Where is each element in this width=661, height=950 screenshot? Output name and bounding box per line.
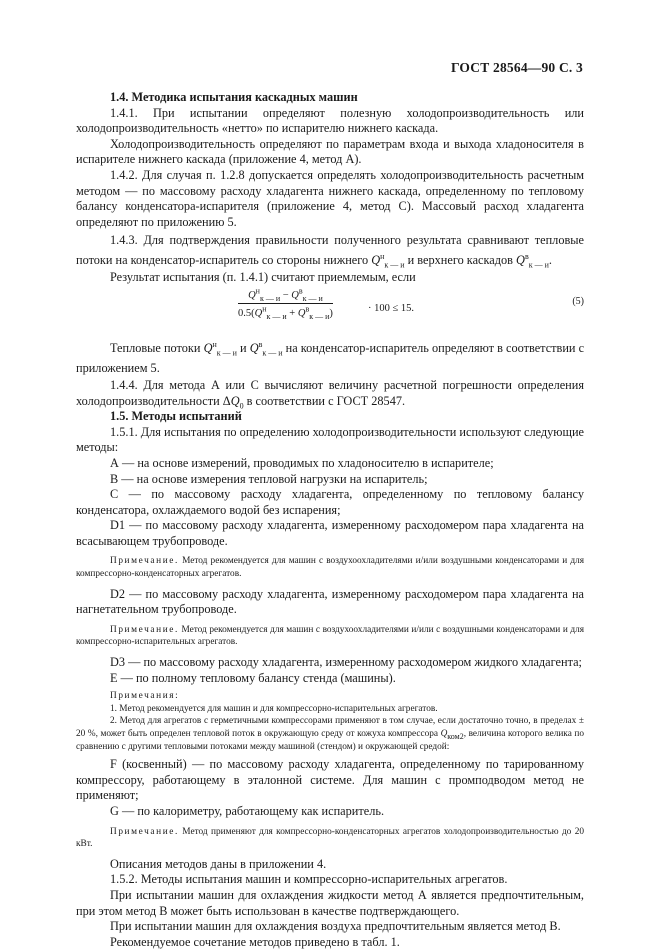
method-b: В — на основе измерения тепловой нагрузки на испаритель; bbox=[110, 471, 428, 486]
sub: к — и bbox=[216, 348, 237, 358]
sup: н bbox=[262, 304, 267, 314]
note-label: Примечание. bbox=[110, 624, 179, 635]
text: Тепловые потоки bbox=[110, 340, 201, 355]
sub: к — и bbox=[528, 260, 549, 270]
method-a: А — на основе измерений, проводимых по хладоносителю в испарителе; bbox=[110, 455, 494, 470]
q-symbol: Q bbox=[203, 340, 213, 355]
text: и bbox=[240, 340, 247, 355]
page-header: ГОСТ 28564—90 С. 3 bbox=[450, 60, 583, 75]
method-g: G — по калориметру, работающему как испаритель. bbox=[110, 803, 385, 818]
paragraph-heat-flows bbox=[76, 338, 584, 378]
q-symbol: Q bbox=[230, 393, 240, 408]
paragraph-1-4-1: 1.4.1. При испытании определяют полезную холодопроизводительность или холодопроизводительность «нетто» по испарителю нижнего каскада. bbox=[76, 105, 584, 136]
sub: 0 bbox=[239, 400, 244, 410]
note-d2 bbox=[76, 624, 584, 649]
notes-label: Примечания: bbox=[110, 691, 180, 702]
note-1: 1. Метод рекомендуется для машин и для компрессорно-испарительных агрегатов. bbox=[110, 703, 438, 714]
paragraph-1-5-1: 1.5.1. Для испытания по определению холодопроизводительности используют следующие методы: bbox=[76, 424, 584, 455]
formula-number: (5) bbox=[572, 295, 584, 307]
text: 0.5( bbox=[238, 307, 255, 319]
method-f: F (косвенный) — по массовому расходу хладагента, определенному по тарированному компрессору, работающему в эталонной системе. Для машин с промподводом метод не применяют; bbox=[76, 757, 584, 803]
formula-5 bbox=[76, 286, 584, 332]
sup: в bbox=[298, 286, 303, 296]
sub: к — и bbox=[266, 312, 287, 322]
paragraph-1-4-1-cont: Холодопроизводительность определяют по параметрам входа и выхода хладоносителя в испарителе нижнего каскада (приложение 4, метод А). bbox=[76, 136, 584, 167]
note-label: Примечание. bbox=[110, 556, 179, 567]
q-symbol: Q bbox=[297, 307, 306, 319]
sup: в bbox=[305, 304, 310, 314]
text: . bbox=[548, 253, 552, 268]
sup: в bbox=[258, 339, 263, 349]
q-symbol: Q bbox=[440, 729, 448, 739]
method-e: Е — по полному тепловому балансу стенда (машины). bbox=[110, 670, 396, 685]
sub: к — и bbox=[302, 294, 323, 304]
note-text: Метод применяют для компрессорно-конденсаторных агрегатов холодопроизводительностью до 20 кВт. bbox=[76, 826, 584, 850]
paragraph-table-ref: Рекомендуемое сочетание методов приведено в табл. 1. bbox=[110, 934, 400, 949]
operator: + bbox=[286, 307, 298, 319]
q-symbol: Q bbox=[291, 289, 299, 301]
paragraph-descriptions: Описания методов даны в приложении 4. bbox=[110, 856, 327, 871]
text: 1.4.3. Для подтверждения правильности полученного результата сравнивают тепловые потоки на конденсатор-испаритель со стороны нижнего bbox=[76, 233, 584, 268]
formula-rest: · 100 ≤ 15. bbox=[368, 302, 415, 314]
method-c: С — по массовому расходу хладагента, определенному по тепловому балансу конденсатора, охлаждаемого водой без испарения; bbox=[76, 487, 584, 517]
section-heading-1-5: 1.5. Методы испытаний bbox=[110, 409, 242, 424]
paragraph-1-5-2: 1.5.2. Методы испытания машин и компрессорно-испарительных агрегатов. bbox=[110, 872, 508, 887]
paragraph-1-4-2: 1.4.2. Для случая п. 1.2.8 допускается определять холодопроизводительность расчетным методом — по массовому расходу хладагента нижнего каскада, определенному по тепловому балансу конденсатора-испарителя (приложение 4, метод С). Массовый расход хладагента определяют по приложению 5. bbox=[76, 167, 584, 229]
sub: к — и bbox=[262, 348, 283, 358]
method-d2: D2 — по массовому расходу хладагента, измеренному расходомером пара хладагента на нагнетательном трубопроводе. bbox=[76, 586, 584, 617]
q-symbol: Q bbox=[254, 307, 263, 319]
note-label: Примечание. bbox=[110, 826, 179, 837]
fraction bbox=[238, 286, 333, 322]
text: , величина которого велика по сравнению с другими тепловыми потоками между машиной (стендом) и окружающей средой: bbox=[76, 729, 585, 752]
q-symbol: Q bbox=[516, 253, 525, 268]
note-text: Метод рекомендуется для машин с воздухоохладителями и/или воздушными конденсаторами и для компрессорно-конденсаторных агрегатов. bbox=[76, 556, 584, 580]
note-g bbox=[76, 826, 584, 851]
fraction-numerator bbox=[238, 286, 333, 304]
fraction-denominator bbox=[238, 304, 333, 322]
q-symbol: Q bbox=[371, 253, 381, 268]
sup: н bbox=[380, 252, 385, 262]
page-content bbox=[76, 90, 584, 950]
method-d3: D3 — по массовому расходу хладагента, измеренному расходомером жидкого хладагента; bbox=[110, 655, 582, 670]
section-heading-1-4: 1.4. Методика испытания каскадных машин bbox=[110, 90, 358, 104]
paragraph-1-4-4 bbox=[76, 378, 584, 409]
text: на конденсатор-испаритель определяют в соответствии с приложением 5. bbox=[76, 340, 585, 375]
text: 1.4.4. Для метода А или С вычисляют величину расчетной погрешности определения холодопроизводительности Δ bbox=[76, 377, 584, 408]
method-d1: D1 — по массовому расходу хладагента, измеренному расходомером пара хладагента на всасывающем трубопроводе. bbox=[76, 518, 584, 548]
sup: н bbox=[255, 286, 260, 296]
text: в соответствии с ГОСТ 28547. bbox=[243, 393, 406, 408]
text: 2. Метод для агрегатов с герметичными компрессорами применяют в том случае, если достаточно точно, в пределах ± 20 %, может быть определен тепловой поток в окружающую среду от кожуха компрессора bbox=[76, 716, 584, 739]
paragraph-air-cooling: При испытании машин для охлаждения воздуха предпочтительным является метод В. bbox=[110, 919, 561, 934]
text: и верхнего каскадов bbox=[407, 253, 513, 268]
sub: ком2 bbox=[447, 731, 464, 741]
text: ) bbox=[329, 307, 333, 319]
paragraph-result: Результат испытания (п. 1.4.1) считают приемлемым, если bbox=[110, 270, 416, 285]
note-2 bbox=[76, 715, 584, 753]
sub: к — и bbox=[309, 312, 330, 322]
sup: н bbox=[212, 339, 217, 349]
note-d1 bbox=[76, 555, 584, 580]
paragraph-liquid-cooling: При испытании машин для охлаждения жидкости метод А является предпочтительным, при этом метод В может быть использован в качестве подтверждающего. bbox=[76, 887, 584, 918]
sub: к — и bbox=[384, 260, 405, 270]
operator: − bbox=[280, 289, 292, 301]
note-text: Метод рекомендуется для машин с воздухоохладителями и/или с воздушными конденсаторами и для компрессорно-испарительных агрегатов. bbox=[76, 624, 584, 648]
paragraph-1-4-3 bbox=[76, 230, 584, 270]
q-symbol: Q bbox=[249, 340, 259, 355]
q-symbol: Q bbox=[248, 289, 256, 301]
sup: в bbox=[524, 252, 529, 262]
sub: к — и bbox=[259, 294, 281, 304]
